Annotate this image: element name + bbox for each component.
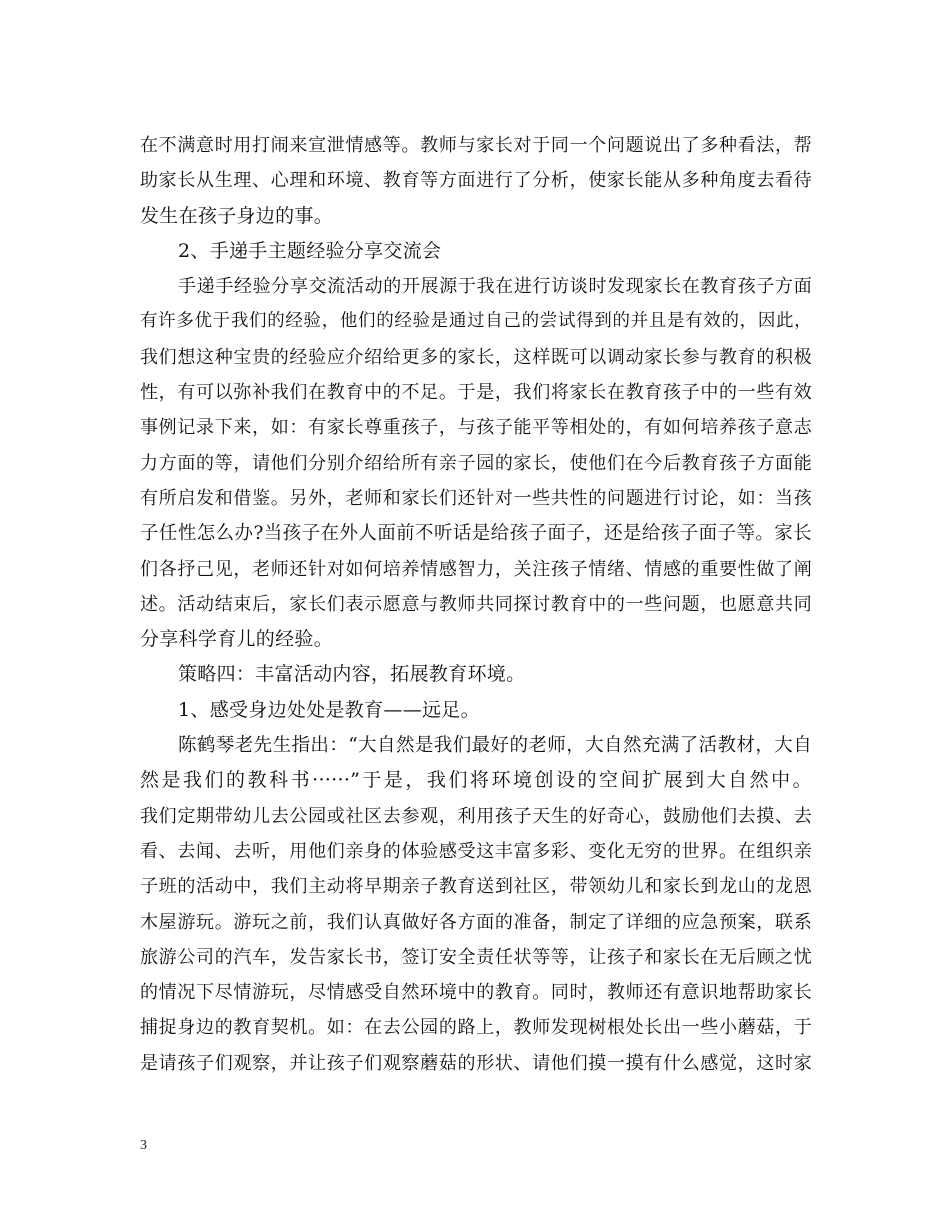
text-line: 子班的活动中，我们主动将早期亲子教育送到社区，带领幼儿和家长到龙山的龙恩 bbox=[140, 876, 812, 898]
text-line: 的情况下尽情游玩，尽情感受自然环境中的教育。同时，教师还有意识地帮助家长 bbox=[140, 982, 812, 1004]
text-line: 2、手递手主题经验分享交流会 bbox=[178, 239, 442, 262]
text-line: 1、感受身边处处是教育——远足。 bbox=[178, 698, 480, 721]
text-line: 性，有可以弥补我们在教育中的不足。于是，我们将家长在教育孩子中的一些有效 bbox=[140, 382, 812, 404]
text-line: 在不满意时用打闹来宣泄情感等。教师与家长对于同一个问题说出了多种看法，帮 bbox=[140, 135, 812, 156]
text-line: 分享科学育儿的经验。 bbox=[140, 628, 334, 651]
page-number: 3 bbox=[140, 1138, 147, 1153]
text-line: 我们定期带幼儿去公园或社区去参观，利用孩子天生的好奇心，鼓励他们去摸、去 bbox=[140, 805, 812, 827]
text-line: 述。活动结束后，家长们表示愿意与教师共同探讨教育中的一些问题，也愿意共同 bbox=[140, 593, 812, 615]
text-line: 发生在孩子身边的事。 bbox=[140, 204, 334, 227]
text-line: 看、去闻、去听，用他们亲身的体验感受这丰富多彩、变化无穷的世界。在组织亲 bbox=[140, 840, 812, 862]
text-line: 我们想这种宝贵的经验应介绍给更多的家长，这样既可以调动家长参与教育的积极 bbox=[140, 346, 812, 368]
text-line: 事例记录下来，如：有家长尊重孩子，与孩子能平等相处的，有如何培养孩子意志 bbox=[140, 417, 812, 439]
body-text bbox=[140, 128, 812, 1081]
text-line: 策略四：丰富活动内容，拓展教育环境。 bbox=[178, 663, 526, 686]
text-line: 助家长从生理、心理和环境、教育等方面进行了分析，使家长能从多种角度去看待 bbox=[140, 170, 812, 192]
text-line: 旅游公司的汽车，发告家长书，签订安全责任状等等，让孩子和家长在无后顾之忧 bbox=[140, 946, 812, 968]
text-line: 捕捉身边的教育契机。如：在去公园的路上，教师发现树根处长出一些小蘑菇，于 bbox=[140, 1017, 812, 1039]
text-line: 然是我们的教科书······”于是，我们将环境创设的空间扩展到大自然中。 bbox=[140, 769, 812, 792]
text-line: 有许多优于我们的经验，他们的经验是通过自己的尝试得到的并且是有效的，因此， bbox=[140, 311, 812, 332]
text-line: 木屋游玩。游玩之前，我们认真做好各方面的准备，制定了详细的应急预案，联系 bbox=[140, 911, 812, 933]
text-line: 是请孩子们观察，并让孩子们观察蘑菇的形状、请他们摸一摸有什么感觉，这时家 bbox=[140, 1052, 812, 1074]
text-line: 子任性怎么办?当孩子在外人面前不听话是给孩子面子，还是给孩子面子等。家长 bbox=[140, 523, 812, 545]
text-line: 陈鹤琴老先生指出：“大自然是我们最好的老师，大自然充满了活教材，大自 bbox=[178, 735, 812, 757]
text-line: 有所启发和借鉴。另外，老师和家长们还针对一些共性的问题进行讨论，如：当孩 bbox=[140, 487, 812, 509]
text-line: 力方面的等，请他们分别介绍给所有亲子园的家长，使他们在今后教育孩子方面能 bbox=[140, 452, 812, 474]
text-line: 们各抒己见，老师还针对如何培养情感智力，关注孩子情绪、情感的重要性做了阐 bbox=[140, 558, 812, 580]
text-line: 手递手经验分享交流活动的开展源于我在进行访谈时发现家长在教育孩子方面 bbox=[178, 276, 812, 298]
